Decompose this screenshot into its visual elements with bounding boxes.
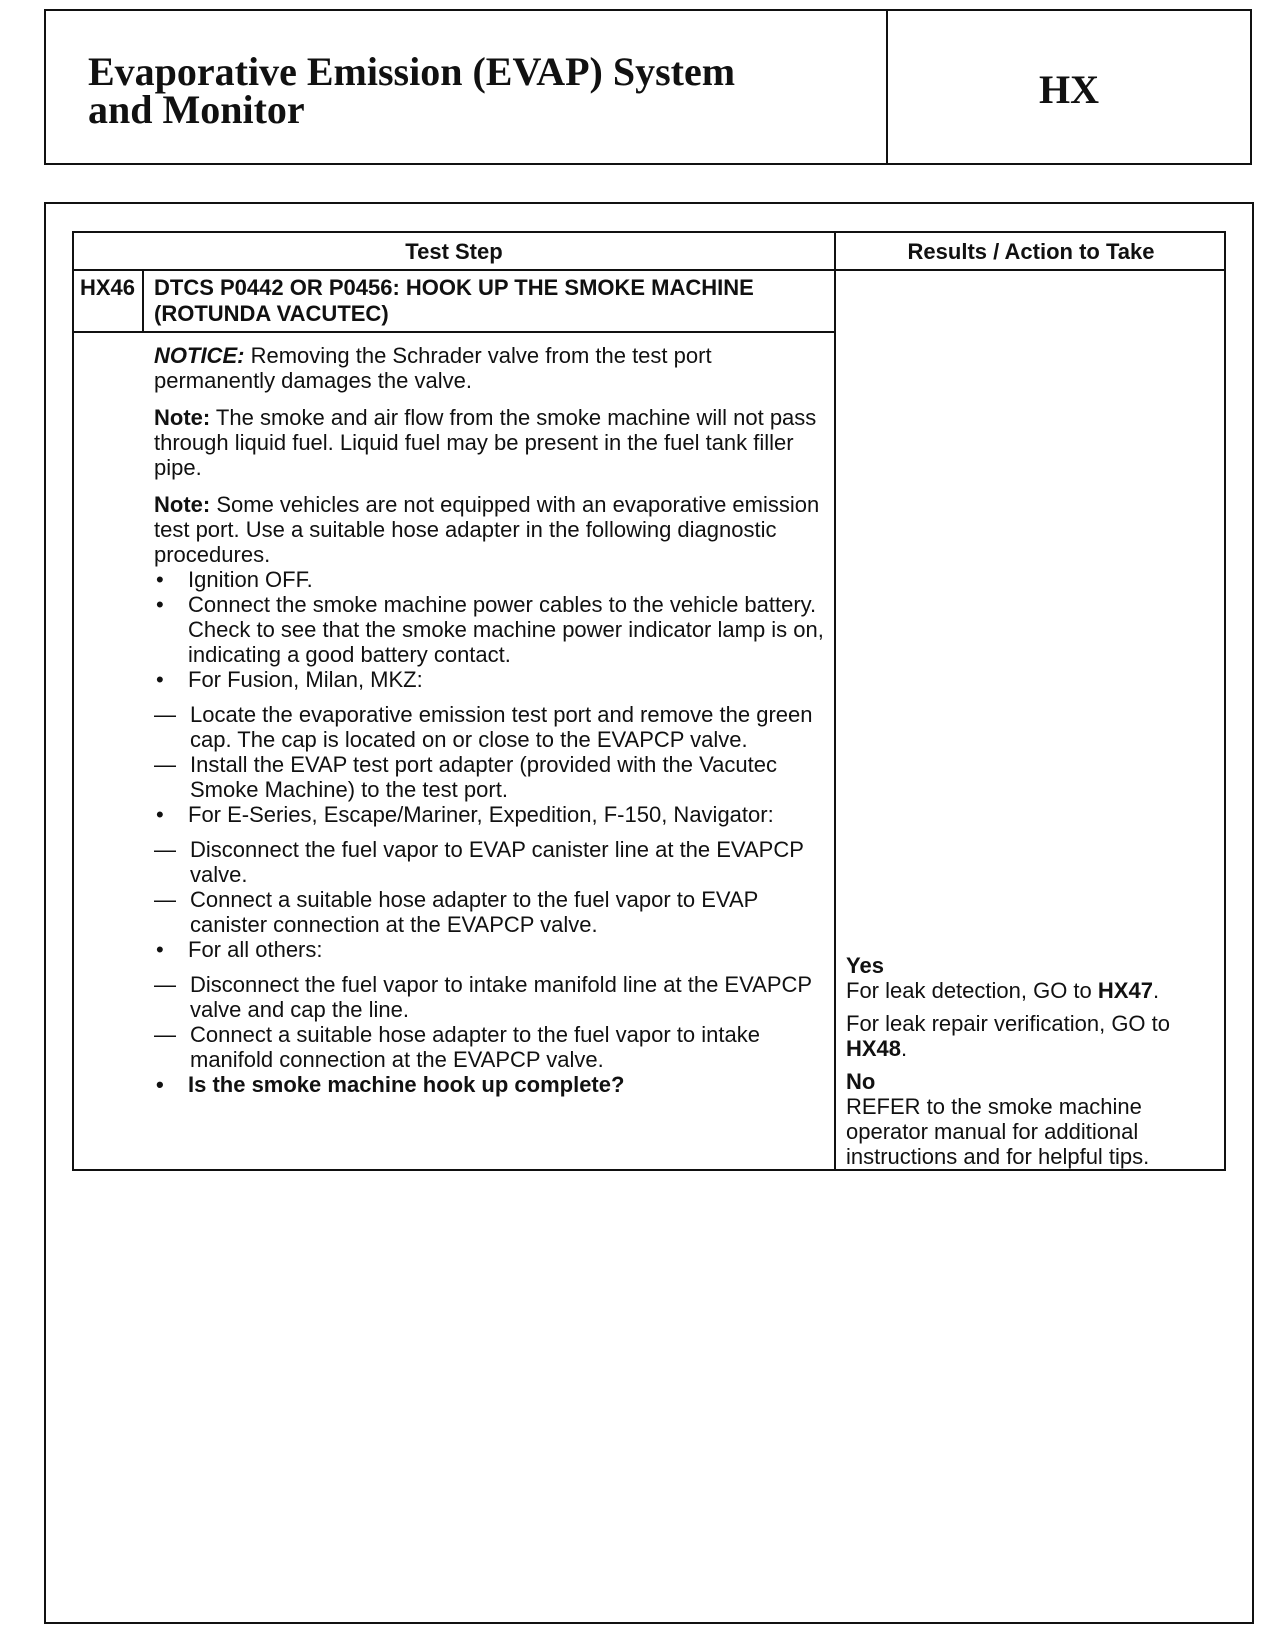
list-item: • For all others: — [154, 937, 830, 962]
list-item: • Connect the smoke machine power cables to the vehicle battery. Check to see that the smoke machine power indicator lamp is on, indicating a good battery contact. — [154, 592, 830, 667]
yes-line-2 — [846, 1011, 1218, 1061]
notice-paragraph — [154, 343, 830, 393]
note-paragraph-1 — [154, 405, 830, 480]
note-label-2: Note: — [154, 492, 211, 517]
section-code: HX — [1039, 66, 1099, 112]
note-paragraph-2 — [154, 492, 830, 567]
step-instructions — [154, 343, 830, 1097]
page-title — [46, 11, 888, 163]
sub-list-item: — Connect a suitable hose adapter to the fuel vapor to intake manifold connection at the EVAPCP valve. — [154, 1022, 830, 1072]
sub-list — [154, 702, 830, 802]
yes-line-1 — [846, 978, 1218, 1003]
header-test-step: Test Step — [405, 239, 503, 264]
sub-list-item: — Locate the evaporative emission test port and remove the green cap. The cap is located on or close to the EVAPCP valve. — [154, 702, 830, 752]
question-item: • Is the smoke machine hook up complete? — [154, 1072, 830, 1097]
table-header-row — [74, 233, 1224, 271]
yes-line-2-text: For leak repair verification, GO to — [846, 1011, 1171, 1036]
instruction-list — [154, 567, 830, 1097]
page-title-line1: Evaporative Emission (EVAP) System — [88, 49, 736, 94]
page-header — [44, 9, 1252, 165]
notice-text: Removing the Schrader valve from the test port permanently damages the valve. — [154, 343, 712, 393]
step-id: HX46 — [74, 269, 144, 331]
yes-label: Yes — [846, 953, 884, 978]
list-item: • Ignition OFF. — [154, 567, 830, 592]
header-results: Results / Action to Take — [907, 239, 1155, 264]
no-label: No — [846, 1069, 876, 1094]
yes-ref-hx48: HX48 — [846, 1036, 902, 1061]
notice-label: NOTICE: — [154, 343, 245, 368]
column-divider — [834, 233, 836, 1169]
note-text-1: The smoke and air flow from the smoke machine will not pass through liquid fuel. Liquid fuel may be present in the fuel tank filler pipe. — [154, 405, 817, 480]
yes-line-1-text: For leak detection, GO to — [846, 978, 1098, 1003]
sub-list-container — [154, 972, 830, 1072]
step-title: DTCS P0442 OR P0456: HOOK UP THE SMOKE MACHINE (ROTUNDA VACUTEC) — [154, 275, 754, 326]
page-title-line2: and Monitor — [88, 87, 305, 132]
sub-list-item: — Connect a suitable hose adapter to the fuel vapor to EVAP canister connection at the EVAPCP valve. — [154, 887, 830, 937]
no-text: REFER to the smoke machine operator manual for additional instructions and for helpful tips. — [846, 1094, 1150, 1169]
test-step-table — [72, 231, 1226, 1171]
list-item: • For E-Series, Escape/Mariner, Expedition, F-150, Navigator: — [154, 802, 830, 827]
note-label-1: Note: — [154, 405, 211, 430]
sub-list-item: — Disconnect the fuel vapor to intake manifold line at the EVAPCP valve and cap the line. — [154, 972, 830, 1022]
note-text-2: Some vehicles are not equipped with an evaporative emission test port. Use a suitable hose adapter in the following diagnostic procedures. — [154, 492, 820, 567]
sub-list-item: — Disconnect the fuel vapor to EVAP canister line at the EVAPCP valve. — [154, 837, 830, 887]
sub-list — [154, 837, 830, 937]
sub-list-container — [154, 702, 830, 802]
step-title-row — [74, 269, 834, 333]
sub-list-container — [154, 837, 830, 937]
yes-line-2-end: . — [901, 1036, 908, 1061]
sub-list-item: — Install the EVAP test port adapter (provided with the Vacutec Smoke Machine) to the test port. — [154, 752, 830, 802]
results-action — [846, 953, 1218, 1169]
sub-list — [154, 972, 830, 1072]
yes-ref-hx47: HX47 — [1097, 978, 1153, 1003]
list-item: • For Fusion, Milan, MKZ: — [154, 667, 830, 692]
yes-line-1-end: . — [1152, 978, 1160, 1003]
